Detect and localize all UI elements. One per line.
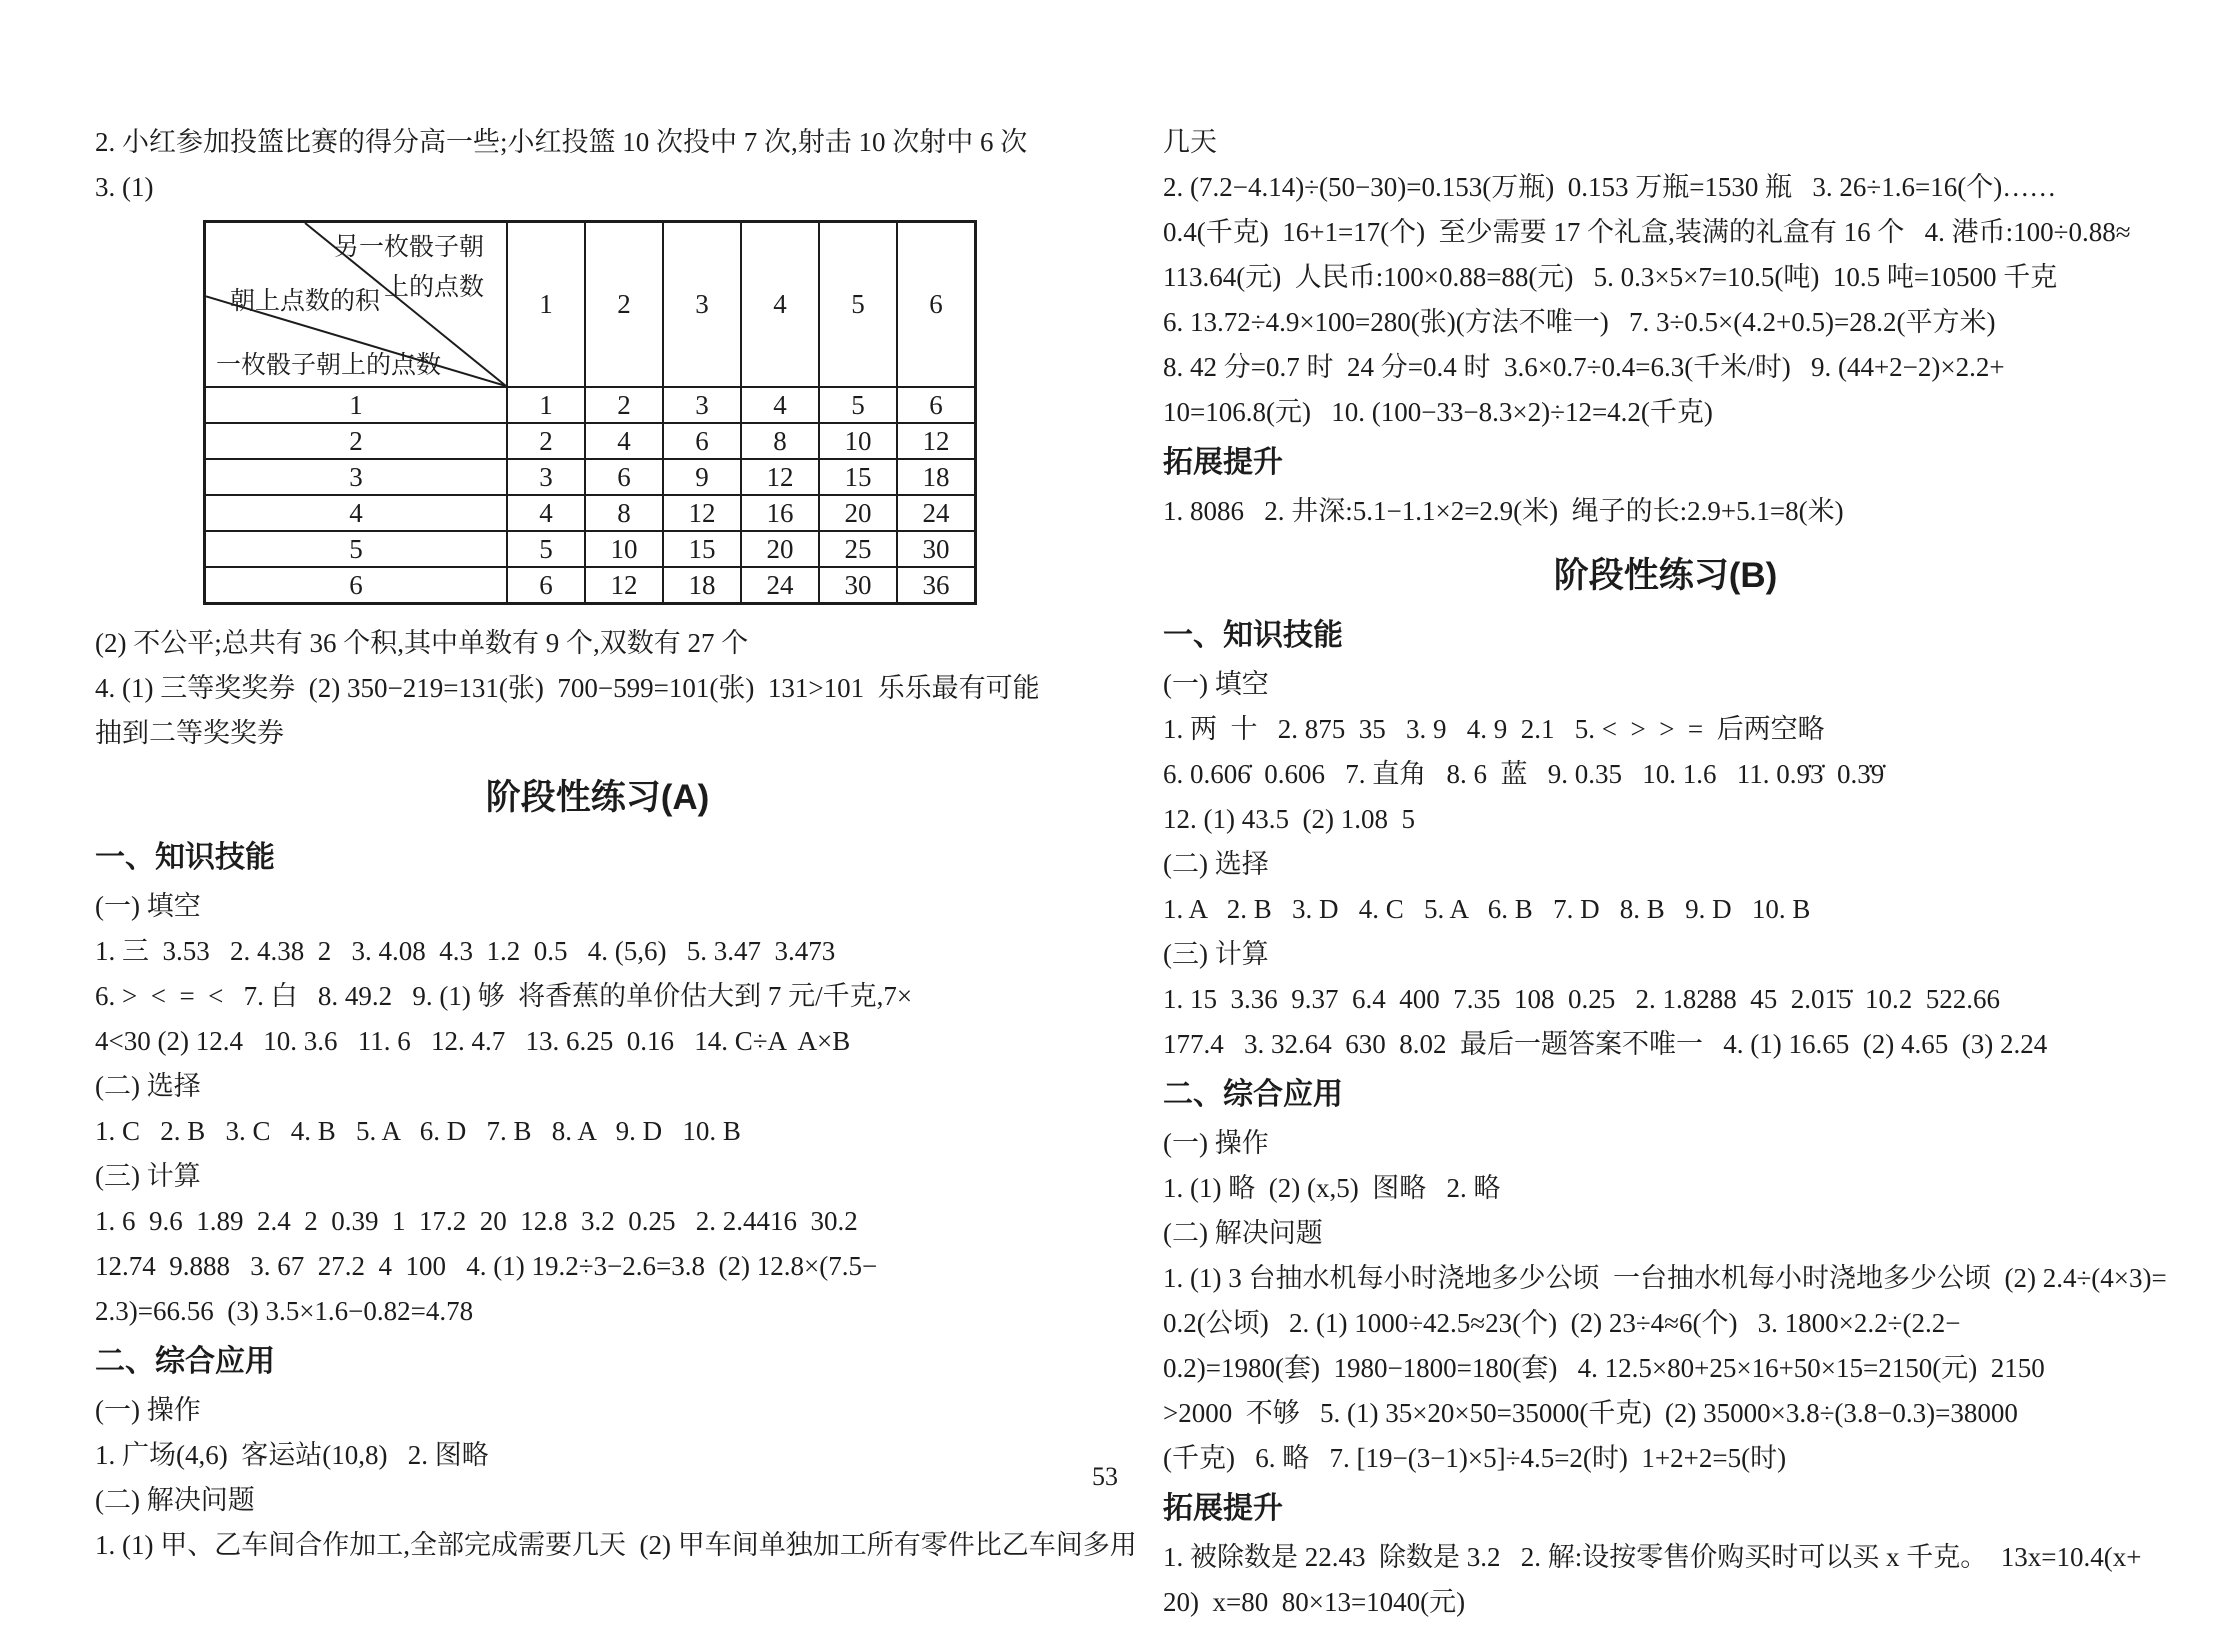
table-cell: 6 — [585, 459, 663, 495]
table-cell: 5 — [819, 387, 897, 423]
table-cell: 24 — [897, 495, 976, 531]
row-label: 3 — [205, 459, 508, 495]
section-title-a: 阶段性练习(A) — [485, 778, 710, 817]
bold-heading: 二、综合应用 — [95, 1345, 275, 1378]
row-label: 6 — [205, 567, 508, 604]
answer-line: 1. 广场(4,6) 客运站(10,8) 2. 图略 — [95, 1440, 489, 1470]
table-row — [205, 567, 976, 604]
table-cell: 4 — [507, 495, 585, 531]
bold-heading: 一、知识技能 — [95, 841, 275, 874]
answer-line: 2. (7.2−4.14)÷(50−30)=0.153(万瓶) 0.153 万瓶=1530 瓶 3. 26÷1.6=16(个)…… — [1163, 172, 2057, 202]
answer-line: 177.4 3. 32.64 630 8.02 最后一题答案不唯一 4. (1) 16.65 (2) 4.65 (3) 2.24 — [1163, 1029, 2048, 1059]
table-cell: 6 — [507, 567, 585, 604]
subsection-heading: (二) 解决问题 — [1163, 1218, 1323, 1248]
answer-line: 0.4(千克) 16+1=17(个) 至少需要 17 个礼盒,装满的礼盒有 16 个 4. 港币:100÷0.88≈ — [1163, 217, 2131, 247]
table-cell: 15 — [663, 531, 741, 567]
subsection-heading: (三) 计算 — [1163, 939, 1269, 969]
subsection-heading: (一) 填空 — [1163, 669, 1269, 699]
answer-line: 6. > < = < 7. 白 8. 49.2 9. (1) 够 将香蕉的单价估大到 7 元/千克,7× — [95, 981, 913, 1011]
col-header: 4 — [741, 222, 819, 388]
answer-line: 2.3)=66.56 (3) 3.5×1.6−0.82=4.78 — [95, 1296, 474, 1326]
answer-line: 1. (1) 甲、乙车间合作加工,全部完成需要几天 (2) 甲车间单独加工所有零件比乙车间多用 — [95, 1530, 1137, 1560]
answer-line: (千克) 6. 略 7. [19−(3−1)×5]÷4.5=2(时) 1+2+2=5(时) — [1163, 1443, 1787, 1473]
table-row — [205, 387, 976, 423]
answer-line: 1. 15 3.36 9.37 6.4 400 7.35 108 0.25 2. 1.8288 45 2.01̇5̇ 10.2 522.66 — [1163, 984, 2000, 1014]
table-cell: 3 — [663, 387, 741, 423]
bold-heading: 二、综合应用 — [1163, 1078, 1343, 1111]
answer-line: 1. 6 9.6 1.89 2.4 2 0.39 1 17.2 20 12.8 3.2 0.25 2. 2.4416 30.2 — [95, 1206, 858, 1236]
answer-line: 1. (1) 略 (2) (x,5) 图略 2. 略 — [1163, 1173, 1501, 1203]
dice-product-table — [203, 220, 977, 605]
table-cell: 12 — [897, 423, 976, 459]
table-row — [205, 531, 976, 567]
table-cell: 8 — [741, 423, 819, 459]
table-cell: 4 — [741, 387, 819, 423]
table-cell: 2 — [585, 387, 663, 423]
table-cell: 6 — [897, 387, 976, 423]
col-header: 5 — [819, 222, 897, 388]
answer-line: 0.2)=1980(套) 1980−1800=180(套) 4. 12.5×80+25×16+50×15=2150(元) 2150 — [1163, 1353, 2045, 1383]
corner-label-bottom: 一枚骰子朝上的点数 — [216, 352, 442, 379]
table-cell: 30 — [819, 567, 897, 604]
subsection-heading: (二) 解决问题 — [95, 1485, 255, 1515]
col-header: 3 — [663, 222, 741, 388]
answer-line: 3. (1) — [95, 172, 154, 202]
table-cell: 4 — [585, 423, 663, 459]
answer-line: >2000 不够 5. (1) 35×20×50=35000(千克) (2) 35000×3.8÷(3.8−0.3)=38000 — [1163, 1398, 2018, 1428]
bold-heading: 拓展提升 — [1163, 446, 1283, 479]
table-cell: 10 — [819, 423, 897, 459]
table-cell: 15 — [819, 459, 897, 495]
right-column — [1163, 0, 2168, 1625]
answer-line: 113.64(元) 人民币:100×0.88=88(元) 5. 0.3×5×7=10.5(吨) 10.5 吨=10500 千克 — [1163, 262, 2058, 292]
table-cell: 2 — [507, 423, 585, 459]
answer-line: 6. 0.606̇ 0.606 7. 直角 8. 6 蓝 9. 0.35 10. 1.6 11. 0.9̇3̇ 0.3̇9̇ — [1163, 759, 1885, 789]
answer-line: 0.2(公顷) 2. (1) 1000÷42.5≈23(个) (2) 23÷4≈6(个) 3. 1800×2.2÷(2.2− — [1163, 1308, 1961, 1338]
answer-line: 1. A 2. B 3. D 4. C 5. A 6. B 7. D 8. B 9. D 10. B — [1163, 894, 1811, 924]
table-cell: 9 — [663, 459, 741, 495]
bold-heading: 一、知识技能 — [1163, 619, 1343, 652]
answer-line: 1. C 2. B 3. C 4. B 5. A 6. D 7. B 8. A 9. D 10. B — [95, 1116, 741, 1146]
table-cell: 30 — [897, 531, 976, 567]
row-label: 2 — [205, 423, 508, 459]
table-cell: 3 — [507, 459, 585, 495]
table-cell: 12 — [585, 567, 663, 604]
table-cell: 20 — [819, 495, 897, 531]
answer-line: 抽到二等奖奖券 — [95, 718, 284, 748]
col-header: 6 — [897, 222, 976, 388]
left-column — [95, 0, 1137, 1568]
subsection-heading: (二) 选择 — [95, 1071, 201, 1101]
page-number: 53 — [1092, 1462, 1118, 1491]
table-cell: 12 — [663, 495, 741, 531]
answer-line: 6. 13.72÷4.9×100=280(张)(方法不唯一) 7. 3÷0.5×(4.2+0.5)=28.2(平方米) — [1163, 307, 1996, 337]
table-cell: 18 — [663, 567, 741, 604]
row-label: 4 — [205, 495, 508, 531]
table-row — [205, 459, 976, 495]
subsection-heading: (一) 填空 — [95, 891, 201, 921]
table-cell: 16 — [741, 495, 819, 531]
answer-line: 1. 8086 2. 井深:5.1−1.1×2=2.9(米) 绳子的长:2.9+5.1=8(米) — [1163, 496, 1844, 526]
table-row — [205, 423, 976, 459]
section-title-b: 阶段性练习(B) — [1553, 556, 1778, 595]
table-cell: 18 — [897, 459, 976, 495]
answer-line: 12.74 9.888 3. 67 27.2 4 100 4. (1) 19.2÷3−2.6=3.8 (2) 12.8×(7.5− — [95, 1251, 878, 1281]
table-cell: 25 — [819, 531, 897, 567]
answer-line: 几天 — [1163, 127, 1217, 157]
row-label: 5 — [205, 531, 508, 567]
row-label: 1 — [205, 387, 508, 423]
table-cell: 10 — [585, 531, 663, 567]
table-cell: 24 — [741, 567, 819, 604]
table-cell: 12 — [741, 459, 819, 495]
subsection-heading: (二) 选择 — [1163, 849, 1269, 879]
answer-line: 4<30 (2) 12.4 10. 3.6 11. 6 12. 4.7 13. 6.25 0.16 14. C÷A A×B — [95, 1026, 851, 1056]
answer-line: 20) x=80 80×13=1040(元) — [1163, 1587, 1466, 1617]
table-cell: 8 — [585, 495, 663, 531]
table-cell: 6 — [663, 423, 741, 459]
col-header: 1 — [507, 222, 585, 388]
table-cell: 20 — [741, 531, 819, 567]
table-cell: 5 — [507, 531, 585, 567]
subsection-heading: (一) 操作 — [95, 1395, 201, 1425]
answer-line: 4. (1) 三等奖奖券 (2) 350−219=131(张) 700−599=101(张) 131>101 乐乐最有可能 — [95, 673, 1040, 703]
subsection-heading: (三) 计算 — [95, 1161, 201, 1191]
corner-label-top2: 上的点数 — [383, 274, 484, 301]
table-row — [205, 495, 976, 531]
answer-line: 1. 两 十 2. 875 35 3. 9 4. 9 2.1 5. < > > = 后两空略 — [1163, 714, 1825, 744]
corner-label-middle: 朝上点数的积 — [230, 288, 381, 315]
answer-line: 1. (1) 3 台抽水机每小时浇地多少公顷 一台抽水机每小时浇地多少公顷 (2) 2.4÷(4×3)= — [1163, 1263, 2167, 1293]
bold-heading: 拓展提升 — [1163, 1492, 1283, 1525]
answer-line: 1. 三 3.53 2. 4.38 2 3. 4.08 4.3 1.2 0.5 4. (5,6) 5. 3.47 3.473 — [95, 936, 836, 966]
table-cell: 1 — [507, 387, 585, 423]
subsection-heading: (一) 操作 — [1163, 1128, 1269, 1158]
answer-line: (2) 不公平;总共有 36 个积,其中单数有 9 个,双数有 27 个 — [95, 628, 749, 658]
answer-line: 12. (1) 43.5 (2) 1.08 5 — [1163, 804, 1415, 834]
table-corner-cell — [205, 222, 508, 388]
answer-line: 2. 小红参加投篮比赛的得分高一些;小红投篮 10 次投中 7 次,射击 10 次射中 6 次 — [95, 127, 1028, 157]
answer-line: 8. 42 分=0.7 时 24 分=0.4 时 3.6×0.7÷0.4=6.3(千米/时) 9. (44+2−2)×2.2+ — [1163, 352, 2005, 382]
table-cell: 36 — [897, 567, 976, 604]
corner-label-top: 另一枚骰子朝 — [333, 234, 484, 261]
answer-line: 1. 被除数是 22.43 除数是 3.2 2. 解:设按零售价购买时可以买 x 千克。 13x=10.4(x+ — [1163, 1542, 2142, 1572]
col-header: 2 — [585, 222, 663, 388]
answer-line: 10=106.8(元) 10. (100−33−8.3×2)÷12=4.2(千克) — [1163, 397, 1713, 427]
